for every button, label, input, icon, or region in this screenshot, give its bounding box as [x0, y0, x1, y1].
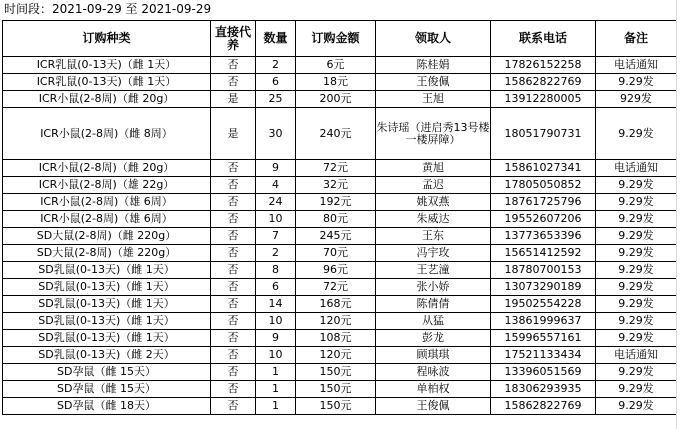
- cell-qty: 10: [256, 313, 296, 330]
- cell-direct: 是: [211, 108, 256, 160]
- cell-amount: 150元: [296, 398, 376, 415]
- cell-qty: 30: [256, 108, 296, 160]
- cell-qty: 10: [256, 211, 296, 228]
- cell-receiver: 陈桂娟: [376, 57, 491, 74]
- table-row: [3, 313, 677, 330]
- cell-amount: 150元: [296, 364, 376, 381]
- cell-note: 9.29发: [596, 296, 677, 313]
- cell-receiver: 朱威达: [376, 211, 491, 228]
- cell-note: 9.29发: [596, 74, 677, 91]
- header-row: [3, 21, 677, 57]
- cell-type: SD乳鼠(0-13天)（雌 1天）: [3, 313, 211, 330]
- cell-amount: 80元: [296, 211, 376, 228]
- table-row: [3, 296, 677, 313]
- cell-direct: 否: [211, 228, 256, 245]
- table-row: [3, 160, 677, 177]
- cell-direct: 否: [211, 177, 256, 194]
- cell-phone: 18761725796: [491, 194, 596, 211]
- cell-note: 9.29发: [596, 398, 677, 415]
- cell-qty: 4: [256, 177, 296, 194]
- cell-type: SD乳鼠(0-13天)（雌 1天）: [3, 330, 211, 347]
- cell-receiver: 王俊佩: [376, 74, 491, 91]
- cell-qty: 2: [256, 57, 296, 74]
- table-row: [3, 91, 677, 108]
- cell-phone: 13773653396: [491, 228, 596, 245]
- cell-amount: 72元: [296, 279, 376, 296]
- cell-type: ICR小鼠(2-8周)（雄 6周）: [3, 211, 211, 228]
- cell-phone: 13912280005: [491, 91, 596, 108]
- cell-note: 9.29发: [596, 108, 677, 160]
- cell-type: SD乳鼠(0-13天)（雌 1天）: [3, 279, 211, 296]
- cell-amount: 150元: [296, 381, 376, 398]
- cell-qty: 1: [256, 364, 296, 381]
- cell-amount: 120元: [296, 313, 376, 330]
- header-phone: 联系电话: [491, 21, 596, 57]
- cell-qty: 8: [256, 262, 296, 279]
- cell-qty: 9: [256, 330, 296, 347]
- cell-note: 9.29发: [596, 313, 677, 330]
- cell-amount: 6元: [296, 57, 376, 74]
- cell-type: ICR小鼠(2-8周)（雌 20g）: [3, 91, 211, 108]
- cell-qty: 25: [256, 91, 296, 108]
- cell-direct: 否: [211, 381, 256, 398]
- period-label: 时间段：2021-09-29 至 2021-09-29: [4, 2, 212, 16]
- cell-type: ICR小鼠(2-8周)（雄 6周）: [3, 194, 211, 211]
- cell-amount: 32元: [296, 177, 376, 194]
- table-row: [3, 262, 677, 279]
- cell-receiver: 顾琪琪: [376, 347, 491, 364]
- table-row: [3, 57, 677, 74]
- cell-receiver: 单柏权: [376, 381, 491, 398]
- cell-phone: 13861999637: [491, 313, 596, 330]
- sheet-gridline: [676, 0, 677, 429]
- cell-qty: 2: [256, 245, 296, 262]
- table-row: [3, 347, 677, 364]
- cell-direct: 否: [211, 245, 256, 262]
- cell-receiver: 孟迟: [376, 177, 491, 194]
- cell-note: 9.29发: [596, 381, 677, 398]
- cell-direct: 否: [211, 279, 256, 296]
- cell-receiver: 黄旭: [376, 160, 491, 177]
- table-row: [3, 177, 677, 194]
- cell-direct: 否: [211, 262, 256, 279]
- cell-note: 9.29发: [596, 228, 677, 245]
- cell-direct: 否: [211, 211, 256, 228]
- cell-qty: 24: [256, 194, 296, 211]
- header-amount: 订购金额: [296, 21, 376, 57]
- cell-note: 929发: [596, 91, 677, 108]
- cell-note: 9.29发: [596, 194, 677, 211]
- cell-note: 9.29发: [596, 211, 677, 228]
- table-row: [3, 108, 677, 160]
- cell-qty: 7: [256, 228, 296, 245]
- cell-phone: 17521133434: [491, 347, 596, 364]
- cell-qty: 10: [256, 347, 296, 364]
- header-receiver: 领取人: [376, 21, 491, 57]
- cell-phone: 17826152258: [491, 57, 596, 74]
- cell-type: ICR小鼠(2-8周)（雌 8周）: [3, 108, 211, 160]
- cell-qty: 1: [256, 381, 296, 398]
- cell-amount: 108元: [296, 330, 376, 347]
- cell-note: 9.29发: [596, 245, 677, 262]
- cell-direct: 否: [211, 364, 256, 381]
- cell-amount: 18元: [296, 74, 376, 91]
- cell-direct: 否: [211, 57, 256, 74]
- cell-phone: 17805050852: [491, 177, 596, 194]
- cell-qty: 6: [256, 279, 296, 296]
- cell-amount: 245元: [296, 228, 376, 245]
- cell-note: 9.29发: [596, 262, 677, 279]
- cell-amount: 200元: [296, 91, 376, 108]
- cell-phone: 18051790731: [491, 108, 596, 160]
- cell-receiver: 程咏波: [376, 364, 491, 381]
- cell-amount: 120元: [296, 347, 376, 364]
- cell-receiver: 彭龙: [376, 330, 491, 347]
- cell-note: 9.29发: [596, 177, 677, 194]
- cell-receiver: 王艺潼: [376, 262, 491, 279]
- cell-phone: 18306293935: [491, 381, 596, 398]
- cell-type: ICR小鼠(2-8周)（雄 22g）: [3, 177, 211, 194]
- cell-qty: 1: [256, 398, 296, 415]
- header-direct: 直接代养: [211, 21, 256, 57]
- cell-direct: 否: [211, 296, 256, 313]
- cell-type: SD乳鼠(0-13天)（雌 2天）: [3, 347, 211, 364]
- cell-phone: 15862822769: [491, 74, 596, 91]
- cell-type: SD乳鼠(0-13天)（雌 1天）: [3, 296, 211, 313]
- cell-receiver: 陈倩倩: [376, 296, 491, 313]
- cell-receiver: 冯宇玫: [376, 245, 491, 262]
- cell-note: 9.29发: [596, 364, 677, 381]
- table-row: [3, 381, 677, 398]
- cell-amount: 96元: [296, 262, 376, 279]
- cell-qty: 6: [256, 74, 296, 91]
- cell-amount: 70元: [296, 245, 376, 262]
- table-row: [3, 211, 677, 228]
- cell-type: SD大鼠(2-8周)（雄 220g）: [3, 245, 211, 262]
- header-type: 订购种类: [3, 21, 211, 57]
- cell-receiver: 王俊佩: [376, 398, 491, 415]
- orders-table: [2, 20, 677, 415]
- cell-direct: 否: [211, 330, 256, 347]
- table-row: [3, 194, 677, 211]
- cell-direct: 否: [211, 398, 256, 415]
- cell-phone: 13396051569: [491, 364, 596, 381]
- table-row: [3, 398, 677, 415]
- cell-phone: 15996557161: [491, 330, 596, 347]
- cell-qty: 9: [256, 160, 296, 177]
- table-row: [3, 228, 677, 245]
- cell-direct: 否: [211, 313, 256, 330]
- cell-phone: 13073290189: [491, 279, 596, 296]
- cell-direct: 否: [211, 347, 256, 364]
- cell-amount: 72元: [296, 160, 376, 177]
- cell-amount: 168元: [296, 296, 376, 313]
- cell-receiver: 王旭: [376, 91, 491, 108]
- table-row: [3, 245, 677, 262]
- cell-type: SD大鼠(2-8周)（雌 220g）: [3, 228, 211, 245]
- cell-type: SD孕鼠（雌 15天）: [3, 364, 211, 381]
- cell-receiver: 姚双燕: [376, 194, 491, 211]
- cell-type: ICR乳鼠(0-13天)（雌 1天）: [3, 74, 211, 91]
- cell-phone: 19552607206: [491, 211, 596, 228]
- cell-receiver: 张小娇: [376, 279, 491, 296]
- cell-type: SD孕鼠（雌 15天）: [3, 381, 211, 398]
- cell-receiver: 王东: [376, 228, 491, 245]
- cell-receiver: 从猛: [376, 313, 491, 330]
- header-note: 备注: [596, 21, 677, 57]
- cell-type: SD乳鼠(0-13天)（雌 1天）: [3, 262, 211, 279]
- cell-phone: 15861027341: [491, 160, 596, 177]
- cell-type: ICR乳鼠(0-13天)（雌 1天）: [3, 57, 211, 74]
- table-row: [3, 364, 677, 381]
- cell-receiver: 朱诗瑶（进启秀13号楼一楼屏障）: [376, 108, 491, 160]
- table-row: [3, 330, 677, 347]
- cell-direct: 否: [211, 74, 256, 91]
- cell-direct: 否: [211, 194, 256, 211]
- cell-note: 电话通知: [596, 57, 677, 74]
- cell-phone: 19502554228: [491, 296, 596, 313]
- table-row: [3, 74, 677, 91]
- header-qty: 数量: [256, 21, 296, 57]
- cell-phone: 15651412592: [491, 245, 596, 262]
- cell-phone: 18780700153: [491, 262, 596, 279]
- cell-note: 电话通知: [596, 160, 677, 177]
- cell-type: ICR小鼠(2-8周)（雌 20g）: [3, 160, 211, 177]
- cell-note: 电话通知: [596, 347, 677, 364]
- cell-amount: 192元: [296, 194, 376, 211]
- cell-phone: 15862822769: [491, 398, 596, 415]
- cell-note: 9.29发: [596, 330, 677, 347]
- cell-direct: 是: [211, 91, 256, 108]
- cell-amount: 240元: [296, 108, 376, 160]
- cell-type: SD孕鼠（雌 18天）: [3, 398, 211, 415]
- cell-note: 9.29发: [596, 279, 677, 296]
- table-row: [3, 279, 677, 296]
- cell-qty: 14: [256, 296, 296, 313]
- cell-direct: 否: [211, 160, 256, 177]
